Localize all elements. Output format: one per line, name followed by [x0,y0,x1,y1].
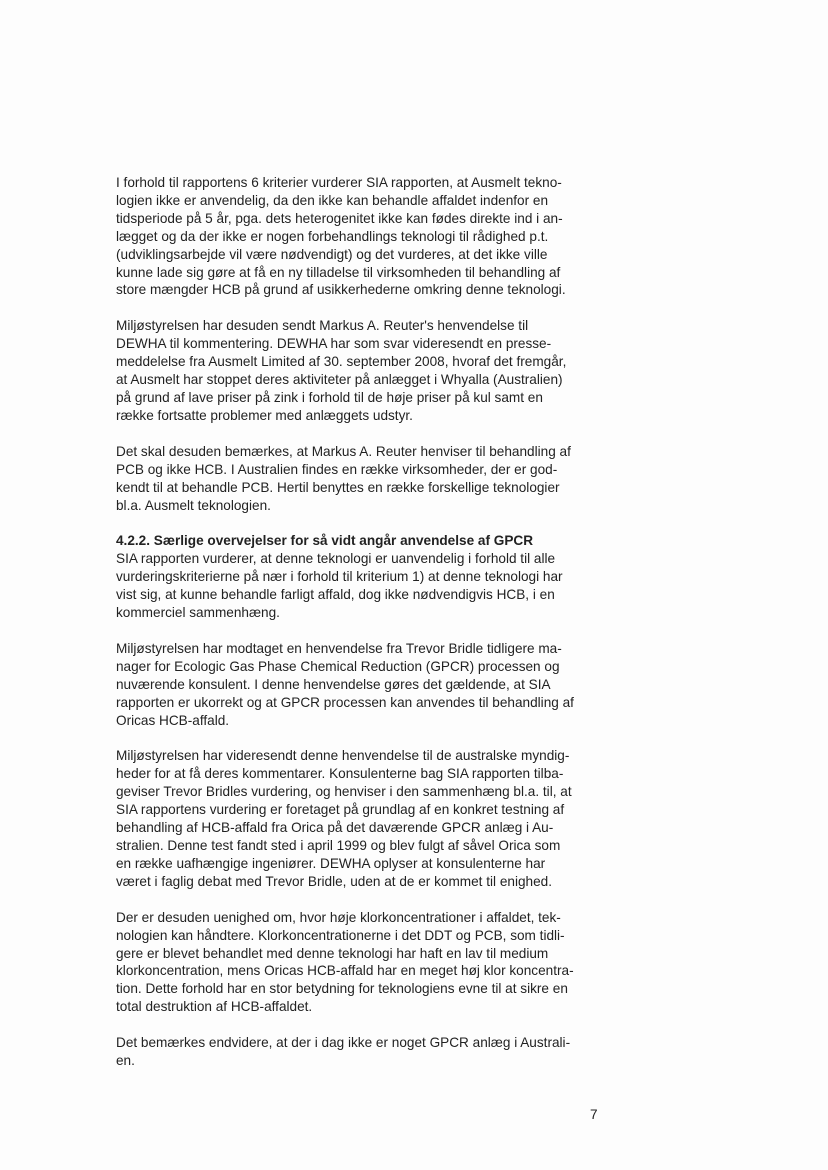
text-line: store mængder HCB på grund af usikkerhederne omkring denne teknologi. [116,282,566,298]
text-line: Det skal desuden bemærkes, at Markus A. Reuter henviser til behandling af [116,443,571,459]
text-line: SIA rapporten vurderer, at denne teknologi er uanvendelig i forhold til alle [116,551,556,567]
text-line: DEWHA til kommentering. DEWHA har som svar videresendt en presse- [116,336,552,352]
text-line: total destruktion af HCB-affaldet. [116,999,313,1015]
text-line: på grund af lave priser på zink i forhold til de høje priser på kul samt en [116,389,543,405]
section-heading: 4.2.2. Særlige overvejelser for så vidt angår anvendelse af GPCR [116,533,534,549]
paragraph [116,1034,612,1070]
text-line: tidsperiode på 5 år, pga. dets heterogenitet ikke kan fødes direkte ind i an- [116,210,563,226]
paragraph [116,532,612,622]
text-line: kendt til at behandle PCB. Hertil benyttes en række forskellige teknologier [116,479,560,495]
text-line: Det bemærkes endvidere, at der i dag ikke er noget GPCR anlæg i Australi- [116,1035,571,1051]
text-line: en. [116,1053,135,1069]
text-line: logien ikke er anvendelig, da den ikke kan behandle affaldet indenfor en [116,192,549,208]
text-line: (udviklingsarbejde vil være nødvendigt) og det vurderes, at det ikke ville [116,246,548,262]
text-line: meddelelse fra Ausmelt Limited af 30. september 2008, hvoraf det fremgår, [116,354,567,370]
text-line: nologien kan håndtere. Klorkoncentrationerne i det DDT og PCB, som tidli- [116,927,565,943]
text-line: vurderingskriterierne på nær i forhold til kriterium 1) at denne teknologi har [116,569,563,585]
text-line: nager for Ecologic Gas Phase Chemical Reduction (GPCR) processen og [116,658,560,674]
text-line: Oricas HCB-affald. [116,712,230,728]
text-line: vist sig, at kunne behandle farligt affald, dog ikke nødvendigvis HCB, i en [116,587,555,603]
text-line: I forhold til rapportens 6 kriterier vurderer SIA rapporten, at Ausmelt tekno- [116,175,562,190]
paragraph [116,174,612,299]
paragraph [116,747,612,890]
text-line: Miljøstyrelsen har desuden sendt Markus A. Reuter's henvendelse til [116,318,529,334]
paragraph [116,640,612,730]
text-line: Miljøstyrelsen har modtaget en henvendelse fra Trevor Bridle tidligere ma- [116,640,562,656]
text-line: kunne lade sig gøre at få en ny tilladelse til virksomheden til behandling af [116,264,561,280]
text-line: tion. Dette forhold har en stor betydning for teknologiens evne til at sikre en [116,981,568,997]
text-line: geviser Trevor Bridles vurdering, og henviser i den sammenhæng bl.a. til, at [116,784,572,800]
text-line: bl.a. Ausmelt teknologien. [116,497,271,513]
paragraph [116,317,612,424]
paragraph [116,443,612,515]
page-number: 7 [590,1107,598,1122]
text-line: rapporten er ukorrekt og at GPCR processen kan anvendes til behandling af [116,694,574,710]
body-text [116,174,612,1088]
text-line: stralien. Denne test fandt sted i april 1999 og blev fulgt af såvel Orica som [116,838,561,853]
text-line: behandling af HCB-affald fra Orica på det daværende GPCR anlæg i Au- [116,820,554,836]
text-line: at Ausmelt har stoppet deres aktiviteter på anlægget i Whyalla (Australien) [116,372,563,388]
text-line: PCB og ikke HCB. I Australien findes en række virksomheder, der er god- [116,461,558,477]
text-line: kommerciel sammenhæng. [116,605,280,621]
text-line: række fortsatte problemer med anlæggets udstyr. [116,407,413,423]
text-line: SIA rapportens vurdering er foretaget på grundlag af en konkret testning af [116,802,565,818]
text-line: lægget og da der ikke er nogen forbehandlings teknologi til rådighed p.t. [116,228,549,244]
text-line: gere er blevet behandlet med denne teknologi har haft en lav til medium [116,945,549,961]
text-line: nuværende konsulent. I denne henvendelse gøres det gældende, at SIA [116,676,551,692]
paragraph [116,909,612,1016]
text-line: klorkoncentration, mens Oricas HCB-affald har en meget høj klor koncentra- [116,963,574,979]
text-line: Miljøstyrelsen har videresendt denne henvendelse til de australske myndig- [116,748,570,764]
text-line: en række uafhængige ingeniører. DEWHA oplyser at konsulenterne har [116,855,546,871]
text-line: Der er desuden uenighed om, hvor høje klorkoncentrationer i affaldet, tek- [116,909,561,925]
text-line: været i faglig debat med Trevor Bridle, uden at de er kommet til enighed. [116,873,552,889]
text-line: heder for at få deres kommentarer. Konsulenterne bag SIA rapporten tilba- [116,766,564,782]
